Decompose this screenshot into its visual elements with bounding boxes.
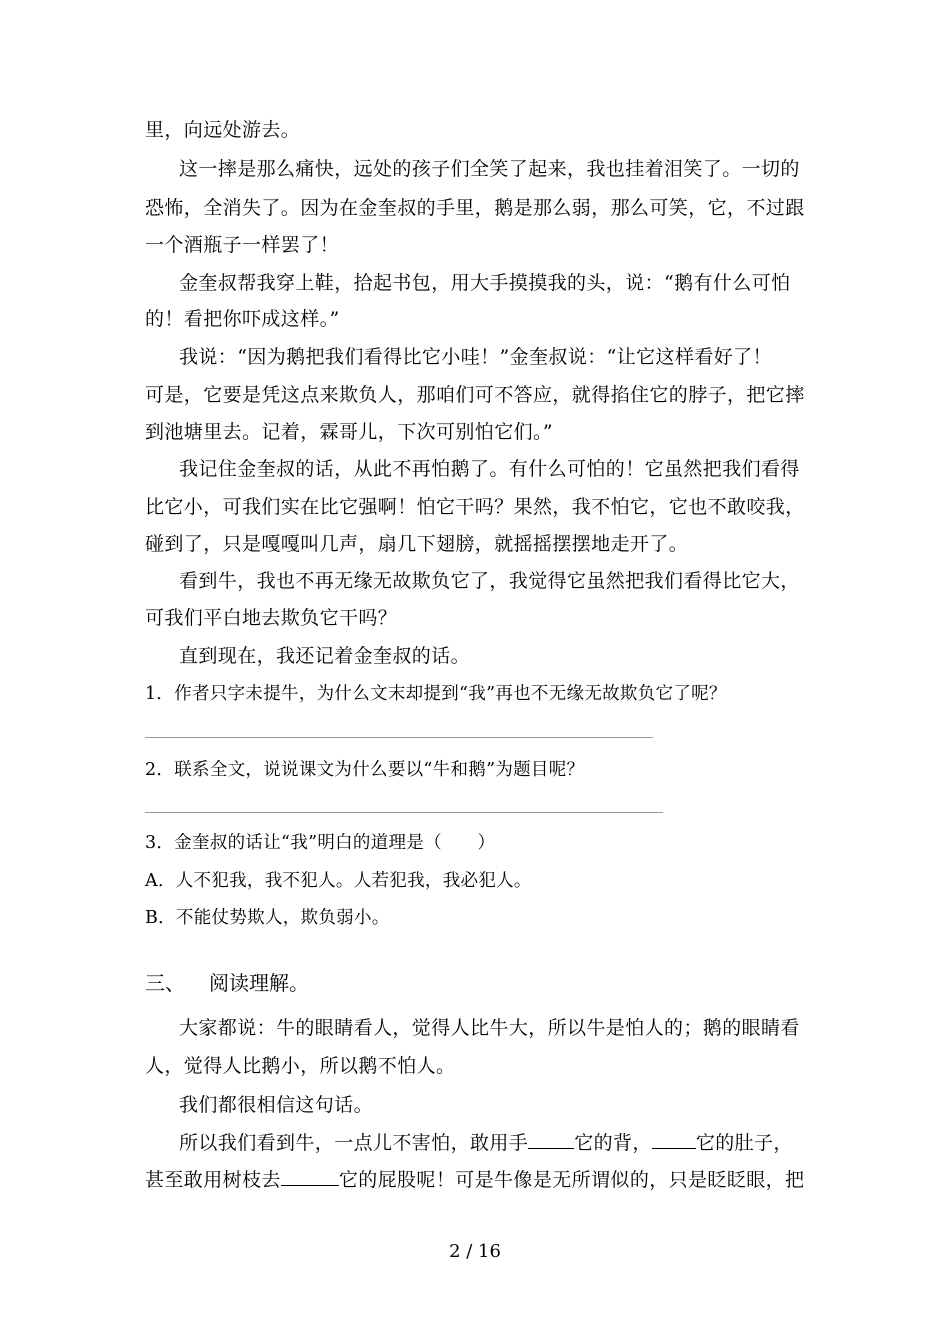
- page-number: 2 / 16: [449, 1241, 501, 1262]
- passage-line: 直到现在，我还记着金奎叔的话。: [179, 645, 471, 667]
- text-segment: 它的屁股呢！可是牛像是无所谓似的，只是眨眨眼，把: [338, 1169, 805, 1191]
- passage-line: 到池塘里去。记着，霖哥儿，下次可别怕它们。”: [145, 421, 554, 443]
- text-segment: 甚至敢用树枝去: [145, 1169, 281, 1191]
- section-title: 阅读理解。: [209, 971, 309, 995]
- passage2-line: 我们都很相信这句话。: [179, 1094, 374, 1116]
- fill-blank-2[interactable]: [652, 1130, 696, 1149]
- question-2: 2．联系全文，说说课文为什么要以“牛和鹅”为题目呢？: [145, 760, 585, 780]
- question-1: 1．作者只字未提牛，为什么文末却提到“我”再也不无缘无故欺负它了呢？: [145, 684, 727, 704]
- fill-blank-3[interactable]: [281, 1167, 339, 1186]
- passage2-line: 大家都说：牛的眼睛看人，觉得人比牛大，所以牛是怕人的；鹅的眼睛看: [179, 1017, 800, 1039]
- section-heading: [145, 970, 309, 996]
- passage-line: 这一摔是那么痛快，远处的孩子们全笑了起来，我也挂着泪笑了。一切的: [179, 158, 800, 180]
- passage-line: 里，向远处游去。: [145, 119, 301, 141]
- passage-line: 看到牛，我也不再无缘无故欺负它了，我觉得它虽然把我们看得比它大，: [179, 570, 800, 592]
- section-number: 三、: [145, 971, 185, 995]
- option-b[interactable]: B．不能仗势欺人，欺负弱小。: [145, 908, 390, 928]
- passage-line: 金奎叔帮我穿上鞋，拾起书包，用大手摸摸我的头，说：“鹅有什么可怕: [179, 272, 791, 294]
- passage-line: 我说：“因为鹅把我们看得比它小哇！”金奎叔说：“让它这样看好了！: [179, 346, 772, 368]
- passage-line: 比它小，可我们实在比它强啊！怕它干吗？果然，我不怕它，它也不敢咬我，: [145, 496, 805, 518]
- answer-line-2[interactable]: [145, 812, 663, 813]
- passage-line: 可我们平白地去欺负它干吗？: [145, 607, 398, 629]
- passage-line: 可是，它要是凭这点来欺负人，那咱们可不答应，就得掐住它的脖子，把它摔: [145, 384, 805, 406]
- passage-line: 恐怖，全消失了。因为在金奎叔的手里，鹅是那么弱，那么可笑，它，不过跟: [145, 197, 805, 219]
- passage-line: 我记住金奎叔的话，从此不再怕鹅了。有什么可怕的！它虽然把我们看得: [179, 458, 800, 480]
- fill-blank-1[interactable]: [528, 1130, 574, 1149]
- passage2-line-with-blanks: [179, 1130, 793, 1155]
- passage2-line: 人，觉得人比鹅小，所以鹅不怕人。: [145, 1055, 456, 1077]
- option-a[interactable]: A．人不犯我，我不犯人。人若犯我，我必犯人。: [145, 871, 532, 891]
- passage2-line-with-blanks: [145, 1167, 804, 1192]
- text-segment: 它的肚子，: [695, 1132, 793, 1154]
- passage-line: 的！看把你吓成这样。”: [145, 308, 340, 330]
- text-segment: 它的背，: [574, 1132, 652, 1154]
- question-3: 3．金奎叔的话让“我”明白的道理是（ ）: [145, 833, 496, 853]
- text-segment: 所以我们看到牛，一点儿不害怕，敢用手: [179, 1132, 529, 1154]
- passage-line: 碰到了，只是嘎嘎叫几声，扇几下翅膀，就摇摇摆摆地走开了。: [145, 533, 689, 555]
- answer-line-1[interactable]: [145, 737, 653, 738]
- passage-line: 一个酒瓶子一样罢了！: [145, 234, 340, 256]
